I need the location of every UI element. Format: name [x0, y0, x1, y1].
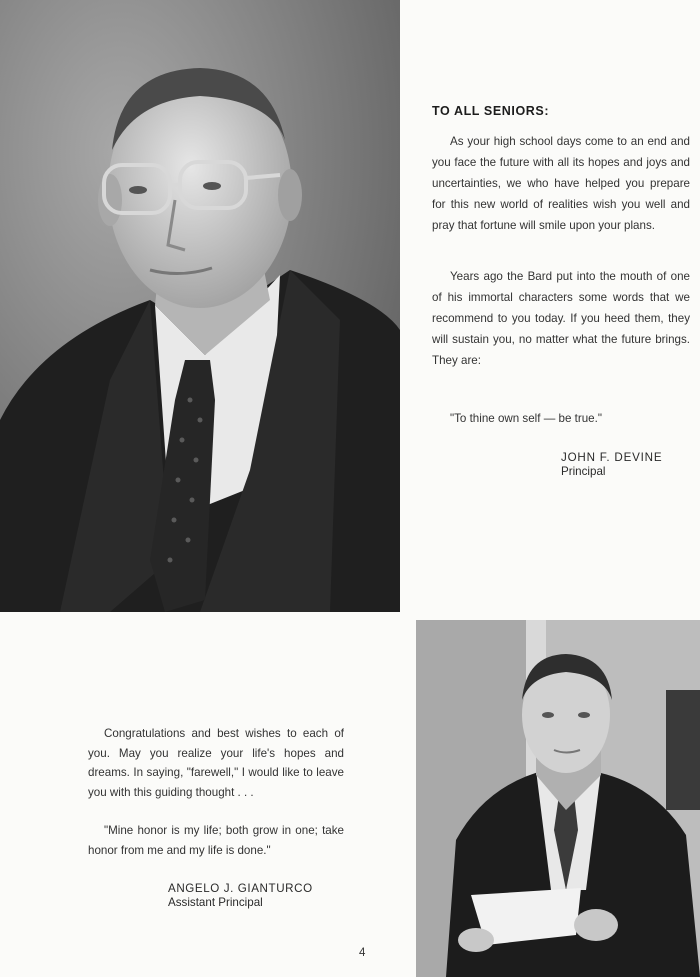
principal-signature: [561, 451, 662, 479]
assistant-portrait-illustration: [416, 620, 700, 977]
assistant-paragraph-2: "Mine honor is my life; both grow in one; take honor from me and my life is done.": [88, 824, 344, 857]
assistant-name: ANGELO J. GIANTURCO: [168, 882, 313, 895]
page-number: 4: [359, 947, 366, 959]
assistant-paragraph-1: Congratulations and best wishes to each of you. May you realize your life's hopes and dreams. In saying, "farewell," I would like to leave you with this guiding thought . . .: [88, 727, 344, 799]
assistant-signature: [168, 882, 313, 910]
principal-quote: "To thine own self — be true.": [450, 412, 602, 425]
principal-paragraph-1: As your high school days come to an end and you face the future with all its hopes and joys and uncertainties, we who have helped you prepare for this new world of realities wish you well and pray that fortune will smile upon your plans.: [432, 135, 690, 232]
principal-paragraph-2: Years ago the Bard put into the mouth of one of his immortal characters some words that we recommend to you today. If you heed them, they will sustain you, no matter what the future brings. They are:: [432, 270, 690, 367]
assistant-title: Assistant Principal: [168, 896, 263, 909]
principal-title: Principal: [561, 465, 606, 478]
principal-name: JOHN F. DEVINE: [561, 451, 663, 464]
letter-heading: TO ALL SENIORS:: [432, 104, 550, 118]
assistant-principal-photo: [416, 620, 700, 977]
principal-portrait-photo: [0, 0, 400, 612]
principal-portrait-illustration: [0, 0, 400, 612]
